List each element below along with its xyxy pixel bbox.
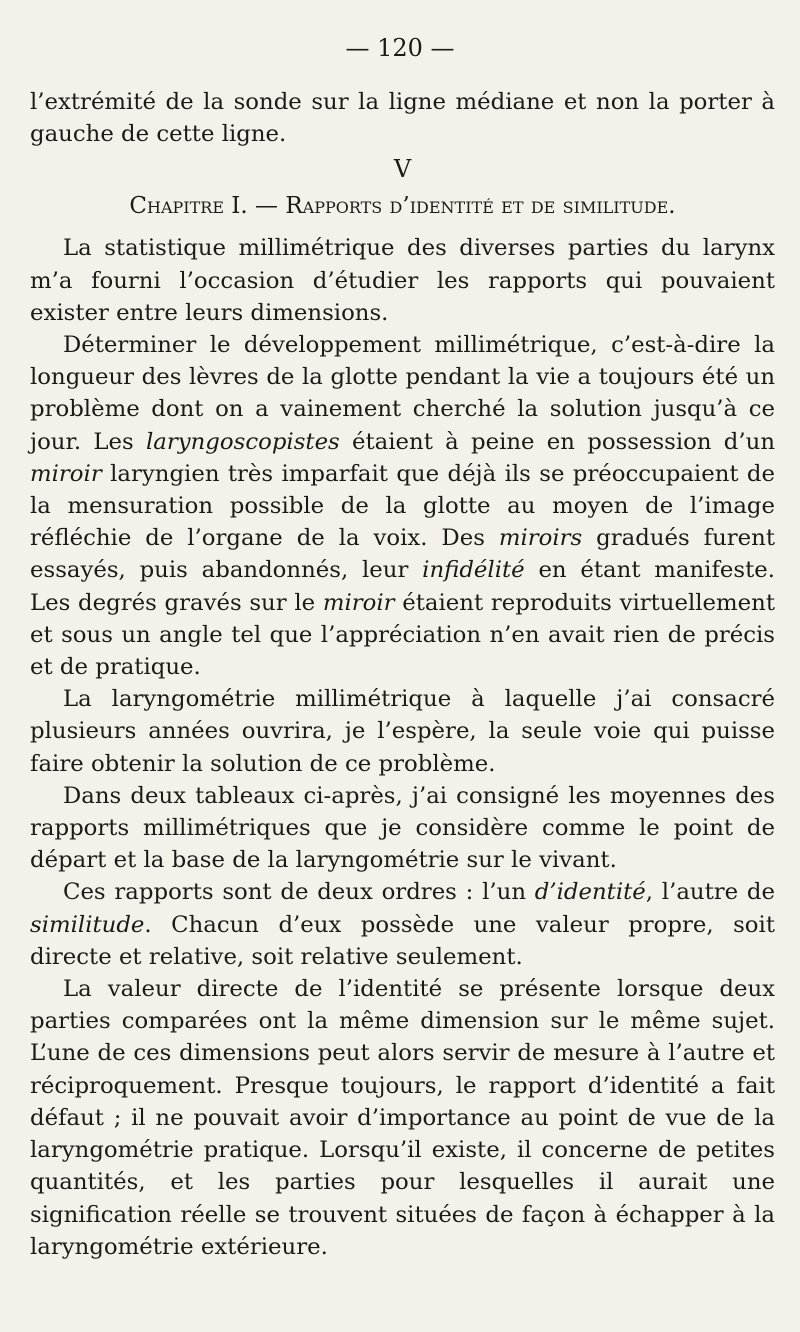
text-run: étaient à peine en possession d’un: [339, 428, 776, 455]
page-number: — 120 —: [345, 34, 455, 62]
paragraph: [30, 973, 775, 1263]
text-run: Ces rapports sont de deux ordres : l’un: [63, 879, 535, 906]
paragraph: [30, 232, 775, 329]
italic-term: laryngoscopistes: [145, 428, 340, 455]
text-run: La statistique millimétrique des diverses parties du larynx m’a fourni l’occasion d’étudier les rapports qui pouvaient exister entre leurs dimensions.: [30, 235, 775, 326]
paragraph: [30, 780, 775, 877]
italic-term: d’identité: [534, 879, 646, 906]
italic-term: miroir: [30, 460, 102, 487]
italic-term: similitude: [30, 911, 145, 938]
text-run: Déterminer le développement millimétrique, c’est-à-dire la longueur des lèvres de la glotte pendant la vie a toujours été un problème dont on a vainement cherché la solution jusqu’à ce jour. Les: [30, 332, 775, 455]
italic-term: infidélité: [422, 557, 525, 584]
section-numeral: V: [393, 155, 412, 184]
text-run: laryngien très imparfait que déjà ils se préoccupaient de la mensuration possible de la glotte au moyen de l’image réfléchie de l’organe de la voix. Des: [30, 460, 775, 552]
text-run: en étant manifeste. Les degrés gravés sur le: [30, 557, 775, 616]
chapter-title: Chapitre I. — Rapports d’identité et de similitude.: [129, 193, 676, 220]
italic-term: miroir: [322, 589, 395, 616]
text-run: La laryngométrie millimétrique à laquelle j’ai consacré plusieurs années ouvrira, je l’espère, la seule voie qui puisse faire obtenir la solution de ce problème.: [30, 686, 775, 777]
text-run: La valeur directe de l’identité se présente lorsque deux parties comparées ont la même dimension sur le même sujet. L’une de ces dimensions peut alors servir de mesure à l’autre et réciproquement. Presque toujours, le rapport d’identité a fait défaut ; il ne pouvait avoir d’importance au point de vue de la laryngométrie pratique. Lorsqu’il existe, il concerne de petites quantités, et les parties pour lesquelles il aurait une signification réelle se trouvent situées de façon à échapper à la laryngométrie extérieure.: [30, 976, 775, 1260]
italic-term: miroirs: [498, 525, 583, 552]
paragraph: [30, 876, 775, 973]
page-body: [30, 86, 775, 1263]
text-run: gradués furent essayés, puis abandonnés, leur: [30, 525, 775, 584]
paragraph: [30, 683, 775, 780]
text-run: Dans deux tableaux ci-après, j’ai consigné les moyennes des rapports millimétriques que je considère comme le point de départ et la base de la laryngométrie sur le vivant.: [30, 782, 775, 874]
text-run: étaient reproduits virtuellement et sous un angle tel que l’appréciation n’en avait rien de précis et de pratique.: [30, 589, 775, 681]
paragraph: [30, 329, 775, 683]
text-run: l’extrémité de la sonde sur la ligne médiane et non la porter à gauche de cette ligne.: [30, 89, 775, 148]
paragraph: [30, 86, 775, 150]
text-run: . Chacun d’eux possède une valeur propre, soit directe et relative, soit relative seulement.: [30, 911, 775, 970]
text-run: , l’autre de: [645, 879, 776, 906]
paragraph-list: [30, 232, 775, 1263]
